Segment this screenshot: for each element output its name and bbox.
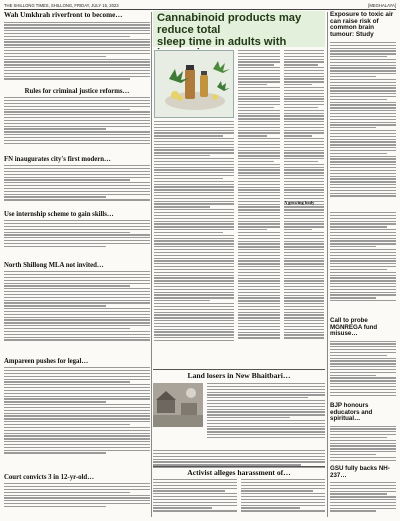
article-exposure xyxy=(330,12,396,212)
headline-fn-inaugurates: FN inaugurates city's first modern… xyxy=(4,156,111,163)
masthead xyxy=(4,2,396,10)
article-north-shillong xyxy=(4,262,150,356)
headline-wah-umkhrah: Wah Umkhrah riverfront to become… xyxy=(4,11,123,19)
headline-court: Court convicts 3 in 12-yr-old… xyxy=(4,474,94,481)
masthead-right: [MEGHALAYA] xyxy=(368,3,396,8)
land-site-illustration xyxy=(153,383,203,427)
growing-gap-box xyxy=(284,200,324,220)
article-gsu xyxy=(330,466,396,519)
masthead-left: THE SHILLONG TIMES, SHILLONG, FRIDAY, JULY 15, 2023 xyxy=(4,3,119,8)
headline-mgnrega: Call to probe MGNREGA fund misuse… xyxy=(330,317,378,337)
cannabis-products-photo xyxy=(154,50,234,118)
headline-north-shillong: North Shillong MLA not invited… xyxy=(4,262,104,269)
section-rule-middle xyxy=(153,369,325,370)
exposure-continued xyxy=(330,212,396,315)
cannabinoid-body-col1 xyxy=(154,121,234,369)
section-rule-bottom xyxy=(153,466,325,467)
headline-internship: Use internship scheme to gain skills… xyxy=(4,211,114,218)
headline-rules-criminal: Rules for criminal justice reforms… xyxy=(24,88,130,95)
headline-gsu: GSU fully backs NH-237… xyxy=(330,465,390,479)
land-losers-continued xyxy=(153,450,325,470)
cannabis-illustration xyxy=(155,51,234,118)
headline-activist: Activist alleges harassment of… xyxy=(187,468,291,477)
growing-gap-label: A growing body xyxy=(284,200,315,205)
cannabinoid-headline-line1: Cannabinoid products may reduce total xyxy=(157,12,302,36)
article-fn-inaugurates xyxy=(4,156,150,212)
article-land-losers xyxy=(153,372,325,450)
article-ampareen xyxy=(4,358,150,474)
article-mgnrega xyxy=(330,318,396,402)
cannabinoid-headline-line2: sleep time in adults with xyxy=(157,35,287,48)
article-activist xyxy=(153,469,325,519)
cannabinoid-headline xyxy=(153,11,325,47)
headline-bjp-honours: BJP honours educators and spiritual… xyxy=(330,402,373,422)
headline-ampareen: Ampareen pushes for legal… xyxy=(4,358,89,365)
headline-land-losers: Land losers in New Bhaitbari… xyxy=(187,371,291,380)
headline-exposure: Exposure to toxic air can raise risk of common brain tumour: Study xyxy=(330,11,394,39)
column-divider-left xyxy=(151,12,152,517)
cannabinoid-body-col2 xyxy=(238,50,280,368)
article-internship xyxy=(4,211,150,261)
article-wah-umkhrah xyxy=(4,12,150,90)
article-court xyxy=(4,474,150,519)
column-divider-right xyxy=(327,12,328,517)
article-bjp-honours xyxy=(330,403,396,465)
article-rules-criminal xyxy=(4,88,150,156)
land-site-photo xyxy=(153,383,203,427)
